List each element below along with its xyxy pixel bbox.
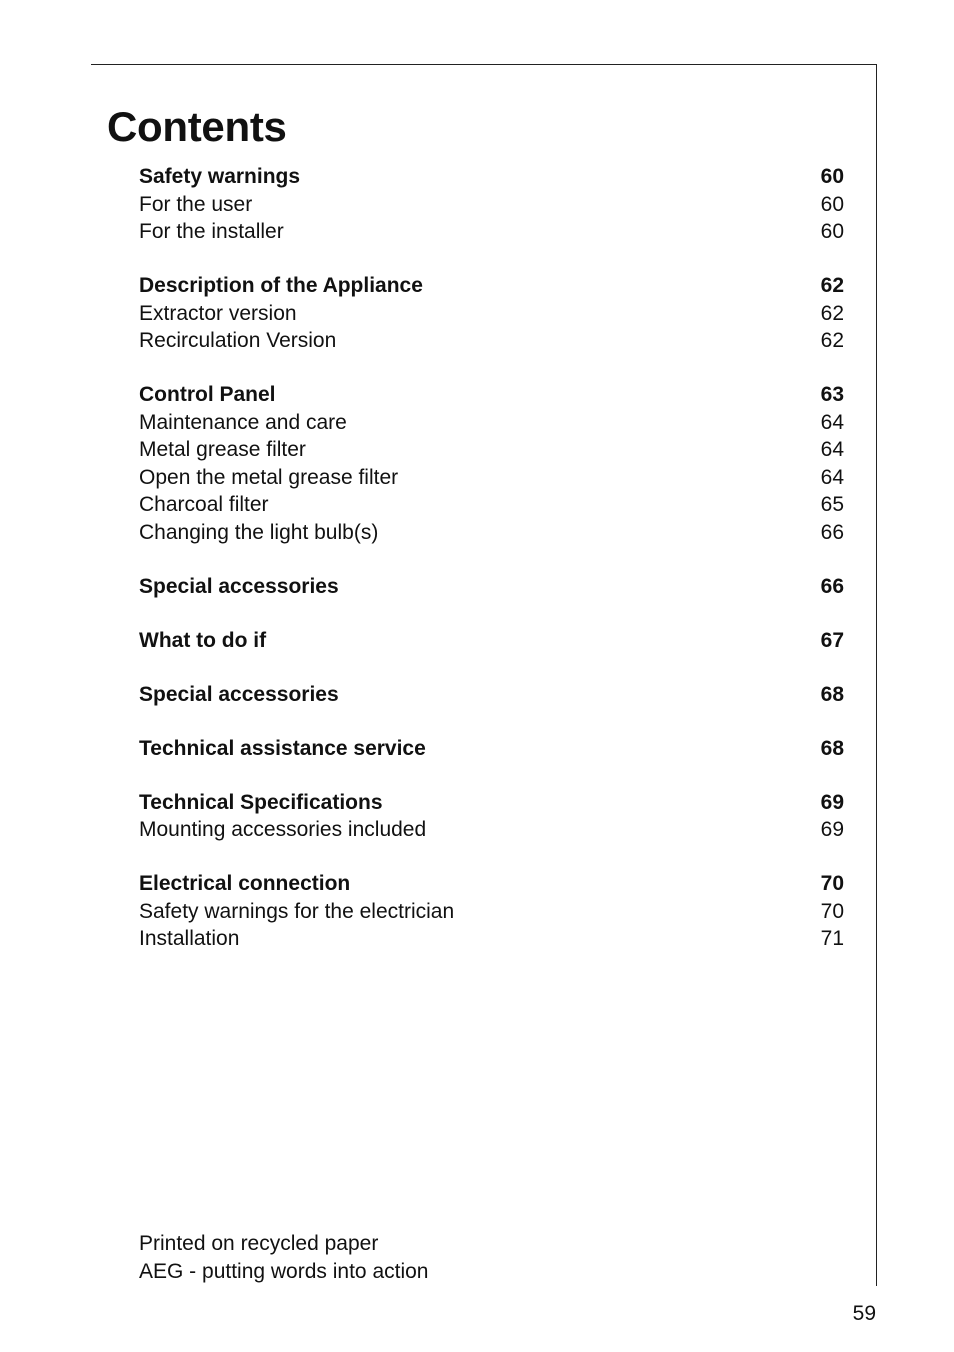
footer-line-recycled: Printed on recycled paper — [139, 1232, 379, 1255]
toc-heading-row — [139, 735, 844, 763]
toc-entry-row — [139, 491, 844, 519]
toc-entry-row — [139, 519, 844, 547]
toc-entry-label: Safety warnings for the electrician — [139, 899, 455, 923]
toc-heading-row — [139, 381, 844, 409]
toc-section — [139, 627, 844, 655]
table-of-contents — [139, 163, 844, 979]
toc-heading-label: Special accessories — [139, 682, 339, 706]
top-rule — [91, 64, 877, 65]
page-title: Contents — [107, 103, 287, 150]
toc-entry-page: 65 — [820, 493, 844, 516]
toc-entry-label: For the user — [139, 192, 253, 216]
toc-heading-label: Control Panel — [139, 383, 276, 406]
toc-heading-label: Description of the Appliance — [139, 274, 423, 297]
toc-entry-row — [139, 925, 844, 953]
toc-entry-page: 62 — [820, 329, 844, 352]
toc-heading-row — [139, 789, 844, 817]
toc-entry-label: Extractor version — [139, 301, 297, 325]
toc-entry-label: Installation — [139, 927, 240, 950]
toc-entry-page: 69 — [820, 818, 844, 841]
toc-heading-page: 63 — [820, 383, 844, 406]
toc-entry-page: 64 — [820, 465, 844, 489]
toc-entry-row — [139, 816, 844, 844]
toc-entry-row — [139, 300, 844, 328]
toc-entry-label: Charcoal filter — [139, 493, 269, 516]
toc-heading-label: Electrical connection — [139, 872, 351, 895]
toc-heading-page: 66 — [820, 574, 844, 598]
toc-heading-row — [139, 272, 844, 300]
toc-entry-label: Changing the light bulb(s) — [139, 520, 379, 544]
toc-heading-row — [139, 681, 844, 709]
toc-entry-page: 71 — [820, 927, 844, 950]
toc-section — [139, 789, 844, 844]
toc-section — [139, 681, 844, 709]
toc-heading-label: What to do if — [139, 628, 267, 652]
toc-entry-label: Metal grease filter — [139, 438, 306, 461]
toc-entry-label: Open the metal grease filter — [139, 465, 399, 489]
toc-heading-page: 62 — [820, 274, 844, 297]
toc-heading-page: 70 — [820, 872, 844, 895]
toc-entry-page: 64 — [820, 438, 844, 461]
toc-entry-row — [139, 409, 844, 437]
toc-heading-page: 68 — [820, 682, 844, 706]
toc-section — [139, 735, 844, 763]
toc-heading-page: 68 — [820, 736, 844, 760]
toc-heading-label: Special accessories — [139, 574, 339, 598]
toc-entry-page: 70 — [820, 899, 844, 923]
footer-line-slogan: AEG - putting words into action — [139, 1259, 429, 1283]
page-number: 59 — [852, 1302, 876, 1325]
toc-heading-page: 69 — [820, 790, 844, 814]
toc-heading-page: 67 — [820, 628, 844, 652]
toc-entry-label: For the installer — [139, 220, 284, 243]
toc-entry-row — [139, 327, 844, 355]
toc-heading-row — [139, 627, 844, 655]
toc-entry-label: Maintenance and care — [139, 410, 347, 434]
toc-entry-page: 66 — [820, 520, 844, 544]
toc-section — [139, 163, 844, 246]
toc-heading-label: Technical Specifications — [139, 790, 383, 814]
toc-section — [139, 381, 844, 546]
toc-entry-page: 60 — [820, 220, 844, 243]
right-rule — [876, 64, 877, 1286]
toc-entry-page: 64 — [820, 410, 844, 434]
toc-entry-row — [139, 218, 844, 246]
toc-heading-row — [139, 163, 844, 191]
toc-heading-page: 60 — [820, 165, 844, 188]
toc-heading-label: Safety warnings — [139, 165, 301, 188]
toc-section — [139, 870, 844, 953]
toc-entry-row — [139, 191, 844, 219]
toc-heading-row — [139, 870, 844, 898]
toc-heading-label: Technical assistance service — [139, 736, 426, 760]
toc-section — [139, 272, 844, 355]
toc-entry-row — [139, 898, 844, 926]
toc-entry-row — [139, 436, 844, 464]
footer-note — [139, 1230, 428, 1285]
toc-entry-label: Recirculation Version — [139, 329, 337, 352]
toc-entry-label: Mounting accessories included — [139, 818, 427, 841]
toc-entry-page: 60 — [820, 192, 844, 216]
toc-section — [139, 573, 844, 601]
toc-heading-row — [139, 573, 844, 601]
toc-entry-row — [139, 464, 844, 492]
toc-entry-page: 62 — [820, 301, 844, 325]
